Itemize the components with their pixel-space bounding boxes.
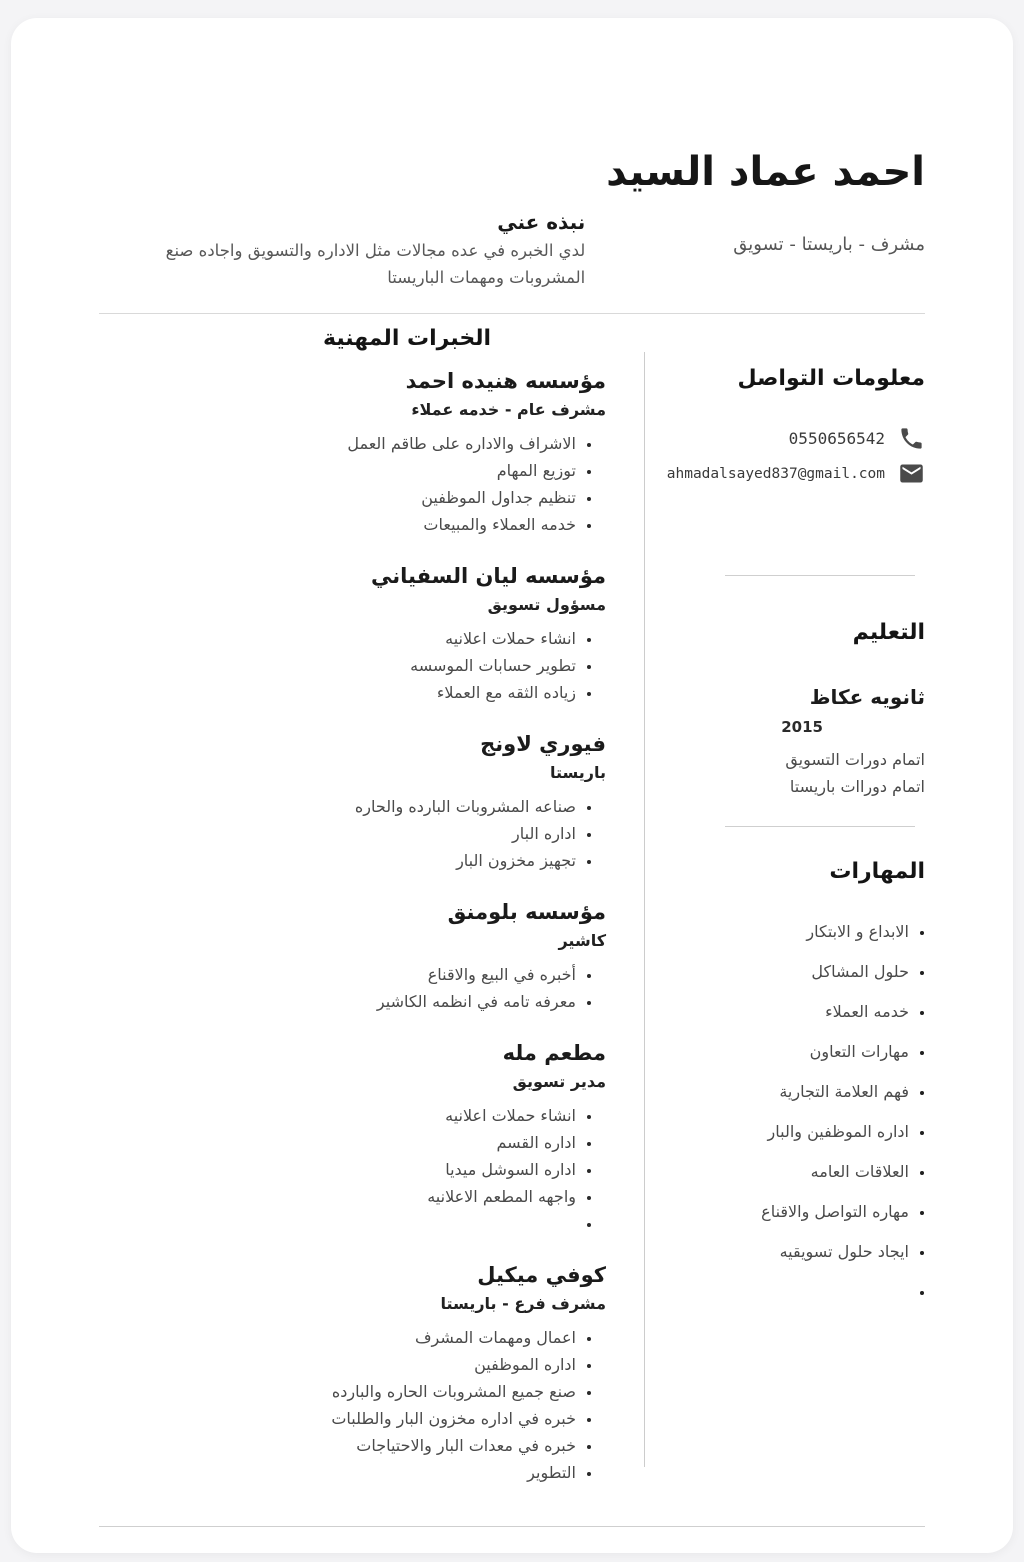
job-company: مؤسسه هنيده احمد — [405, 369, 606, 394]
job-duties-list — [99, 430, 606, 538]
sidebar — [663, 314, 925, 1512]
contact-section — [663, 366, 925, 487]
education-details — [663, 746, 925, 800]
job-duty: • تجهيز مخزون البار — [99, 847, 576, 874]
job-role: مسؤول تسويق — [487, 595, 606, 615]
skills-section — [663, 859, 925, 1305]
skill-item: • خدمه العملاء — [663, 998, 909, 1025]
skill-item: • فهم العلامة التجارية — [663, 1078, 909, 1105]
email-address: ahmadalsayed837@gmail.com — [666, 465, 885, 482]
job-duties-list — [99, 625, 606, 706]
job-duties-list — [99, 1102, 606, 1237]
skill-item: • مهارات التعاون — [663, 1038, 909, 1065]
about-section — [161, 210, 585, 291]
job-duty: • انشاء حملات اعلانيه — [99, 1102, 576, 1129]
job-duties-list — [99, 793, 606, 874]
job-duty: • تطوير حسابات الموسسه — [99, 652, 576, 679]
content-columns — [99, 314, 925, 1512]
job-duty — [99, 1210, 576, 1237]
education-detail: اتمام دوراات باريستا — [789, 777, 925, 797]
job-duty: • واجهه المطعم الاعلانيه — [99, 1183, 576, 1210]
skill-item — [663, 1278, 909, 1305]
job-duty: • اداره البار — [99, 820, 576, 847]
job-company: كوفي ميكيل — [477, 1263, 606, 1288]
contact-heading: معلومات التواصل — [737, 366, 925, 392]
job-duty: • خدمه العملاء والمبيعات — [99, 511, 576, 538]
job-entry — [99, 369, 606, 538]
education-section — [663, 620, 925, 800]
education-heading: التعليم — [852, 620, 925, 646]
sidebar-divider — [725, 826, 915, 827]
job-role: باريستا — [549, 763, 606, 783]
skill-item: • اداره الموظفين والبار — [663, 1118, 909, 1145]
skill-item: • الابداع و الابتكار — [663, 918, 909, 945]
email-row — [663, 460, 925, 487]
job-duty: • التطوير — [99, 1459, 576, 1486]
candidate-job-titles: مشرف - باريستا - تسويق — [733, 234, 925, 255]
about-text: لدي الخبره في عده مجالات مثل الاداره والتسويق واجاده صنع المشروبات ومهمات الباريستا — [165, 241, 586, 287]
phone-icon — [898, 425, 925, 452]
column-divider — [644, 352, 645, 1467]
job-company: مؤسسه ليان السفياني — [371, 564, 606, 589]
job-duty: • تنظيم جداول الموظفين — [99, 484, 576, 511]
job-entry — [99, 1041, 606, 1237]
about-heading: نبذه عني — [497, 210, 586, 234]
job-duty: • معرفه تامه في انظمه الكاشير — [99, 988, 576, 1015]
job-role: مشرف فرع - باريستا — [440, 1294, 606, 1314]
job-duty: • اداره الموظفين — [99, 1351, 576, 1378]
sidebar-divider — [725, 575, 915, 576]
experience-heading: الخبرات المهنية — [322, 326, 491, 352]
job-duties-list — [99, 961, 606, 1015]
footer-divider — [99, 1526, 925, 1527]
skill-item: • مهاره التواصل والاقناع — [663, 1198, 909, 1225]
skill-item: • العلاقات العامه — [663, 1158, 909, 1185]
job-role: كاشير — [558, 931, 606, 951]
job-role: مدير تسويق — [512, 1072, 606, 1092]
experience-section — [99, 314, 644, 1512]
job-duty: • انشاء حملات اعلانيه — [99, 625, 576, 652]
job-duty: • أخبره في البيع والاقناع — [99, 961, 576, 988]
skills-heading: المهارات — [829, 859, 925, 885]
page-background — [0, 18, 1024, 1553]
job-entry — [99, 900, 606, 1015]
job-duty: • خبره في معدات البار والاحتياجات — [99, 1432, 576, 1459]
education-year: 2015 — [781, 718, 823, 737]
job-duty: • اداره السوشل ميديا — [99, 1156, 576, 1183]
job-duty: • الاشراف والاداره على طاقم العمل — [99, 430, 576, 457]
header-row — [99, 210, 925, 291]
job-company: فيوري لاونج — [480, 732, 606, 757]
job-role: مشرف عام - خدمه عملاء — [411, 400, 606, 420]
job-duty: • اداره القسم — [99, 1129, 576, 1156]
job-company: مؤسسه بلومنق — [447, 900, 606, 925]
contact-rows — [663, 425, 925, 487]
job-duties-list — [99, 1324, 606, 1486]
job-entry — [99, 564, 606, 706]
phone-number: 0550656542 — [788, 429, 885, 449]
job-duty: • صنع جميع المشروبات الحاره والبارده — [99, 1378, 576, 1405]
job-duty: • زياده الثقه مع العملاء — [99, 679, 576, 706]
email-icon — [898, 460, 925, 487]
job-company: مطعم مله — [502, 1041, 606, 1066]
job-duty: • توزيع المهام — [99, 457, 576, 484]
job-duty: • اعمال ومهمات المشرف — [99, 1324, 576, 1351]
job-duty: • خبره في اداره مخزون البار والطلبات — [99, 1405, 576, 1432]
skills-list — [663, 918, 925, 1305]
job-entry — [99, 1263, 606, 1486]
job-entry — [99, 732, 606, 874]
skill-item: • حلول المشاكل — [663, 958, 909, 985]
education-detail: اتمام دورات التسويق — [785, 750, 925, 770]
job-duty: • صناعه المشروبات البارده والحاره — [99, 793, 576, 820]
candidate-name: احمد عماد السيد — [606, 149, 925, 195]
resume-card — [11, 18, 1013, 1553]
phone-row — [663, 425, 925, 452]
skill-item: • ايجاد حلول تسويقيه — [663, 1238, 909, 1265]
education-school: ثانويه عكاظ — [809, 685, 925, 710]
